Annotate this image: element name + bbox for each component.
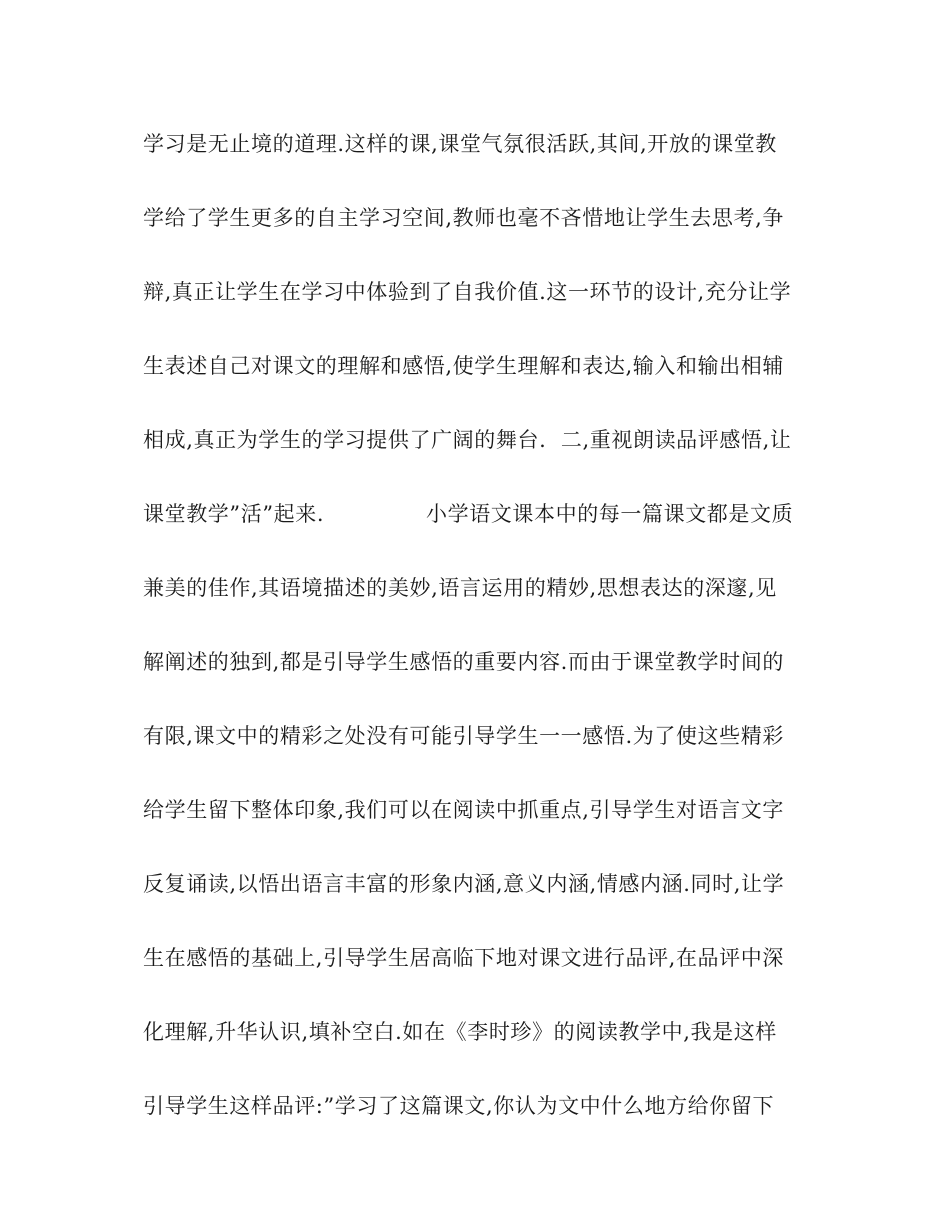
text-line: 课堂教学”活”起来. 小学语文课本中的每一篇课文都是文质 — [143, 502, 794, 526]
text-line: 生表述自己对课文的理解和感悟,使学生理解和表达,输入和输出相辅 — [143, 354, 784, 378]
text-line: 解阐述的独到,都是引导学生感悟的重要内容.而由于课堂教学时间的 — [143, 650, 784, 674]
text-line: 化理解,升华认识,填补空白.如在《李时珍》的阅读教学中,我是这样 — [143, 1020, 777, 1044]
body-text — [143, 121, 823, 1157]
text-line: 有限,课文中的精彩之处没有可能引导学生一一感悟.为了使这些精彩 — [143, 724, 784, 748]
text-line: 学习是无止境的道理.这样的课,课堂气氛很活跃,其间,开放的课堂教 — [143, 132, 777, 156]
text-line: 反复诵读,以悟出语言丰富的形象内涵,意义内涵,情感内涵.同时,让学 — [143, 872, 785, 896]
text-line: 生在感悟的基础上,引导学生居高临下地对课文进行品评,在品评中深 — [143, 946, 784, 970]
text-line: 辩,真正让学生在学习中体验到了自我价值.这一环节的设计,充分让学 — [143, 280, 792, 304]
text-line: 相成,真正为学生的学习提供了广阔的舞台. 二,重视朗读品评感悟,让 — [143, 428, 792, 452]
text-line: 给学生留下整体印象,我们可以在阅读中抓重点,引导学生对语言文字 — [143, 798, 784, 822]
text-line: 学给了学生更多的自主学习空间,教师也毫不吝惜地让学生去思考,争 — [143, 206, 784, 230]
text-line: 兼美的佳作,其语境描述的美妙,语言运用的精妙,思想表达的深邃,见 — [143, 576, 777, 600]
text-line: 引导学生这样品评:”学习了这篇课文,你认为文中什么地方给你留下 — [143, 1094, 775, 1118]
